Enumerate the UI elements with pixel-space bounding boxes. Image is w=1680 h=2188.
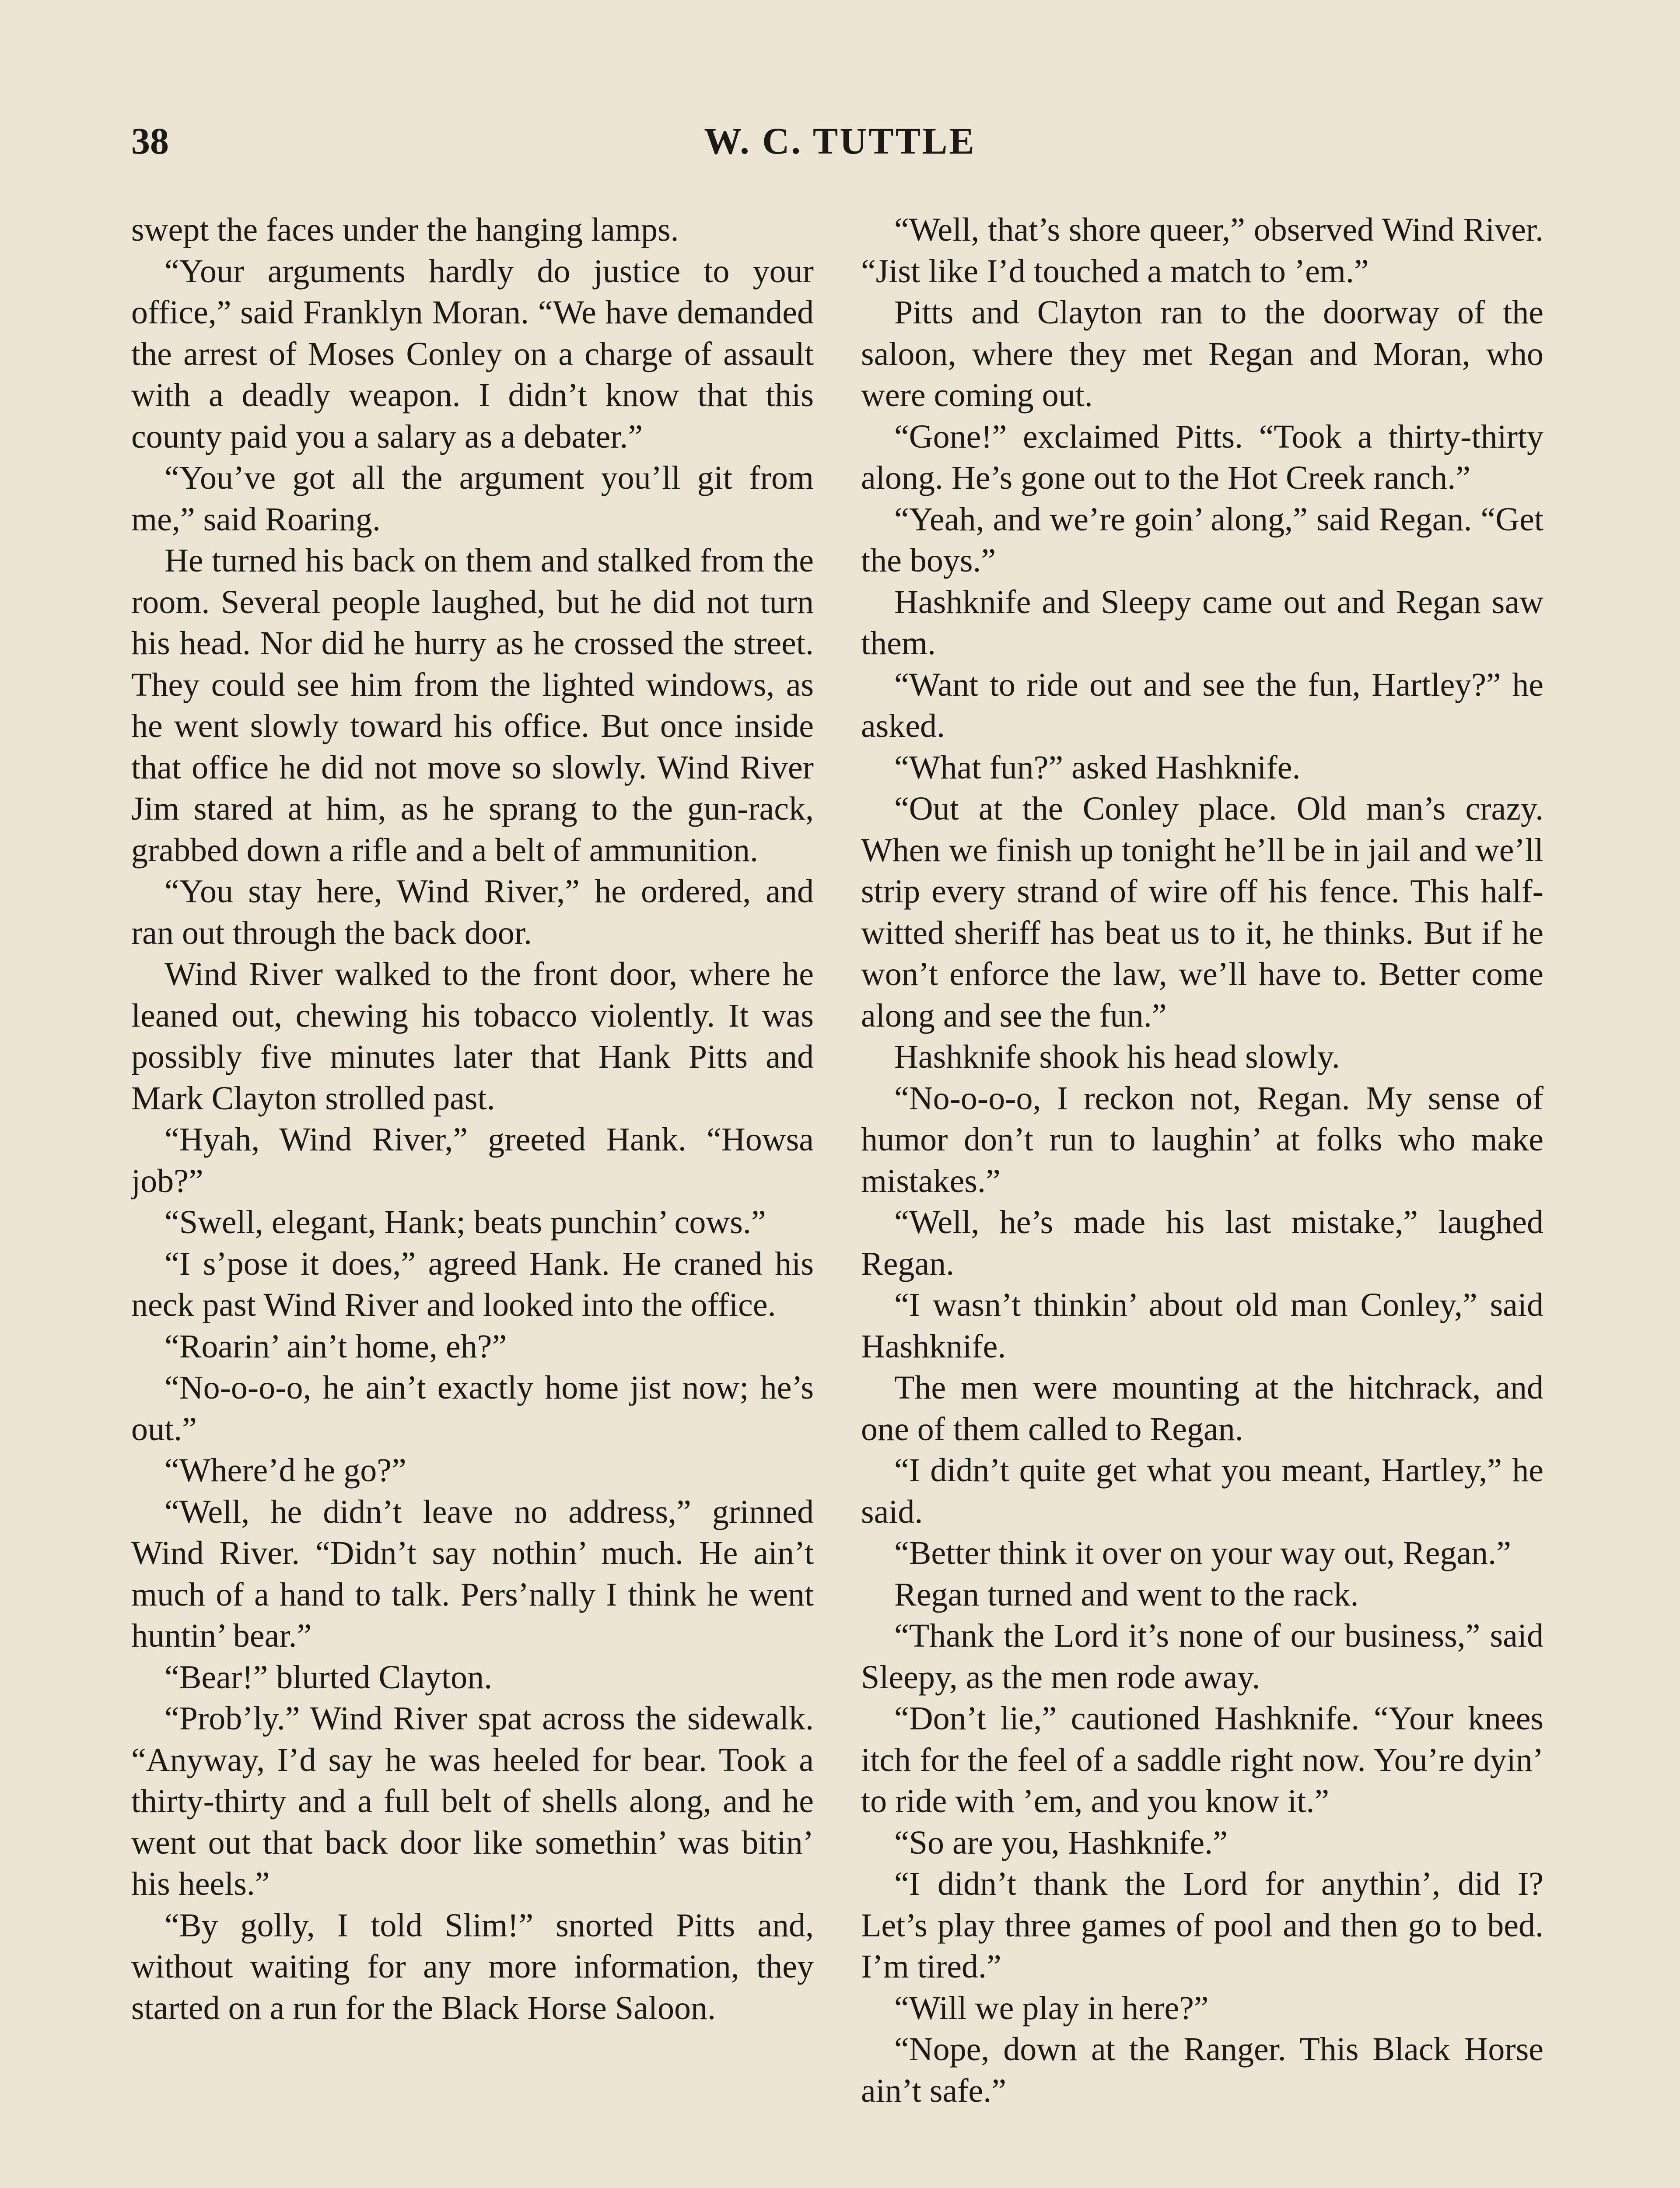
paragraph: “By golly, I told Slim!” snorted Pitts and, without waiting for any more information, they started on a run for the Black Horse Saloon.: [131, 1907, 814, 2027]
page-number: 38: [131, 120, 169, 162]
paragraph: “I wasn’t thinkin’ about old man Conley,” said Hashknife.: [861, 1287, 1544, 1365]
paragraph: “Bear!” blurted Clayton.: [164, 1659, 493, 1696]
paragraph: “You stay here, Wind River,” he ordered, and ran out through the back door.: [131, 873, 814, 951]
paragraph: “You’ve got all the argument you’ll git from me,” said Roaring.: [131, 459, 814, 538]
paragraph: “Swell, elegant, Hank; beats punchin’ cows.”: [164, 1204, 766, 1241]
paragraph: Hashknife shook his head slowly.: [894, 1038, 1340, 1075]
paragraph: “So are you, Hashknife.”: [894, 1824, 1228, 1861]
paragraph: “I s’pose it does,” agreed Hank. He craned his neck past Wind River and looked into the office.: [131, 1245, 814, 1323]
page-header: [131, 119, 1549, 172]
paragraph: “Hyah, Wind River,” greeted Hank. “Howsa job?”: [131, 1121, 814, 1199]
paragraph: “Well, that’s shore queer,” observed Wind River. “Jist like I’d touched a match to ’em.”: [861, 211, 1544, 290]
paragraph: “Will we play in here?”: [894, 1989, 1209, 2027]
paragraph: “I didn’t quite get what you meant, Hartley,” he said.: [861, 1452, 1544, 1530]
paragraph: Wind River walked to the front door, where he leaned out, chewing his tobacco violently. It was possibly five minutes later that Hank Pitts and Mark Clayton strolled past.: [131, 956, 814, 1117]
paragraph: The men were mounting at the hitchrack, and one of them called to Regan.: [861, 1369, 1544, 1448]
paragraph: “Nope, down at the Ranger. This Black Horse ain’t safe.”: [861, 2031, 1544, 2109]
paragraph: “Roarin’ ain’t home, eh?”: [164, 1328, 507, 1365]
paragraph: “What fun?” asked Hashknife.: [894, 749, 1301, 786]
paragraph: “Gone!” exclaimed Pitts. “Took a thirty-thirty along. He’s gone out to the Hot Creek ranch.”: [861, 418, 1544, 496]
paragraph: “Well, he didn’t leave no address,” grinned Wind River. “Didn’t say nothin’ much. He ain’t much of a hand to talk. Pers’nally I think he went huntin’ bear.”: [131, 1493, 814, 1654]
paragraph: Pitts and Clayton ran to the doorway of the saloon, where they met Regan and Moran, who were coming out.: [861, 294, 1544, 414]
paragraph: “Yeah, and we’re goin’ along,” said Regan. “Get the boys.”: [861, 501, 1544, 579]
running-head: W. C. TUTTLE: [704, 120, 976, 162]
paragraph: “I didn’t thank the Lord for anythin’, did I? Let’s play three games of pool and then go to bed. I’m tired.”: [861, 1865, 1544, 1985]
paragraph: “Your arguments hardly do justice to your office,” said Franklyn Moran. “We have demanded the arrest of Moses Conley on a charge of assault with a deadly weapon. I didn’t know that this county paid you a salary as a debater.”: [131, 252, 814, 455]
paragraph: “Thank the Lord it’s none of our business,” said Sleepy, as the men rode away.: [861, 1617, 1544, 1696]
paragraph: “Want to ride out and see the fun, Hartley?” he asked.: [861, 666, 1544, 744]
paragraph: Hashknife and Sleepy came out and Regan saw them.: [861, 583, 1544, 662]
paragraph: swept the faces under the hanging lamps.: [131, 211, 679, 248]
right-column: [861, 209, 1544, 2188]
paragraph: “Where’d he go?”: [164, 1452, 406, 1489]
paragraph: “No-o-o-o, I reckon not, Regan. My sense of humor don’t run to laughin’ at folks who make mistakes.”: [861, 1080, 1544, 1199]
paragraph: “No-o-o-o, he ain’t exactly home jist now; he’s out.”: [131, 1369, 814, 1448]
paragraph: He turned his back on them and stalked from the room. Several people laughed, but he did not turn his head. Nor did he hurry as he crossed the street. They could see him from the lighted windows, as he went slowly toward his office. But once inside that office he did not move so slowly. Wind River Jim stared at him, as he sprang to the gun-rack, grabbed down a rifle and a belt of ammunition.: [131, 542, 814, 869]
paragraph: “Out at the Conley place. Old man’s crazy. When we finish up tonight he’ll be in jail and we’ll strip every strand of wire off his fence. This half-witted sheriff has beat us to it, he thinks. But if he won’t enforce the law, we’ll have to. Better come along and see the fun.”: [861, 790, 1544, 1034]
paragraph: “Prob’ly.” Wind River spat across the sidewalk. “Anyway, I’d say he was heeled for bear. Took a thirty-thirty and a full belt of shells along, and he went out that back door like somethin’ was bitin’ his heels.”: [131, 1700, 814, 1902]
paragraph: Regan turned and went to the rack.: [894, 1576, 1359, 1613]
paragraph: “Better think it over on your way out, Regan.”: [894, 1535, 1511, 1571]
paragraph: “Don’t lie,” cautioned Hashknife. “Your knees itch for the feel of a saddle right now. You’re dyin’ to ride with ’em, and you know it.”: [861, 1700, 1544, 1820]
left-column: [131, 209, 814, 2188]
paragraph: “Well, he’s made his last mistake,” laughed Regan.: [861, 1204, 1544, 1282]
